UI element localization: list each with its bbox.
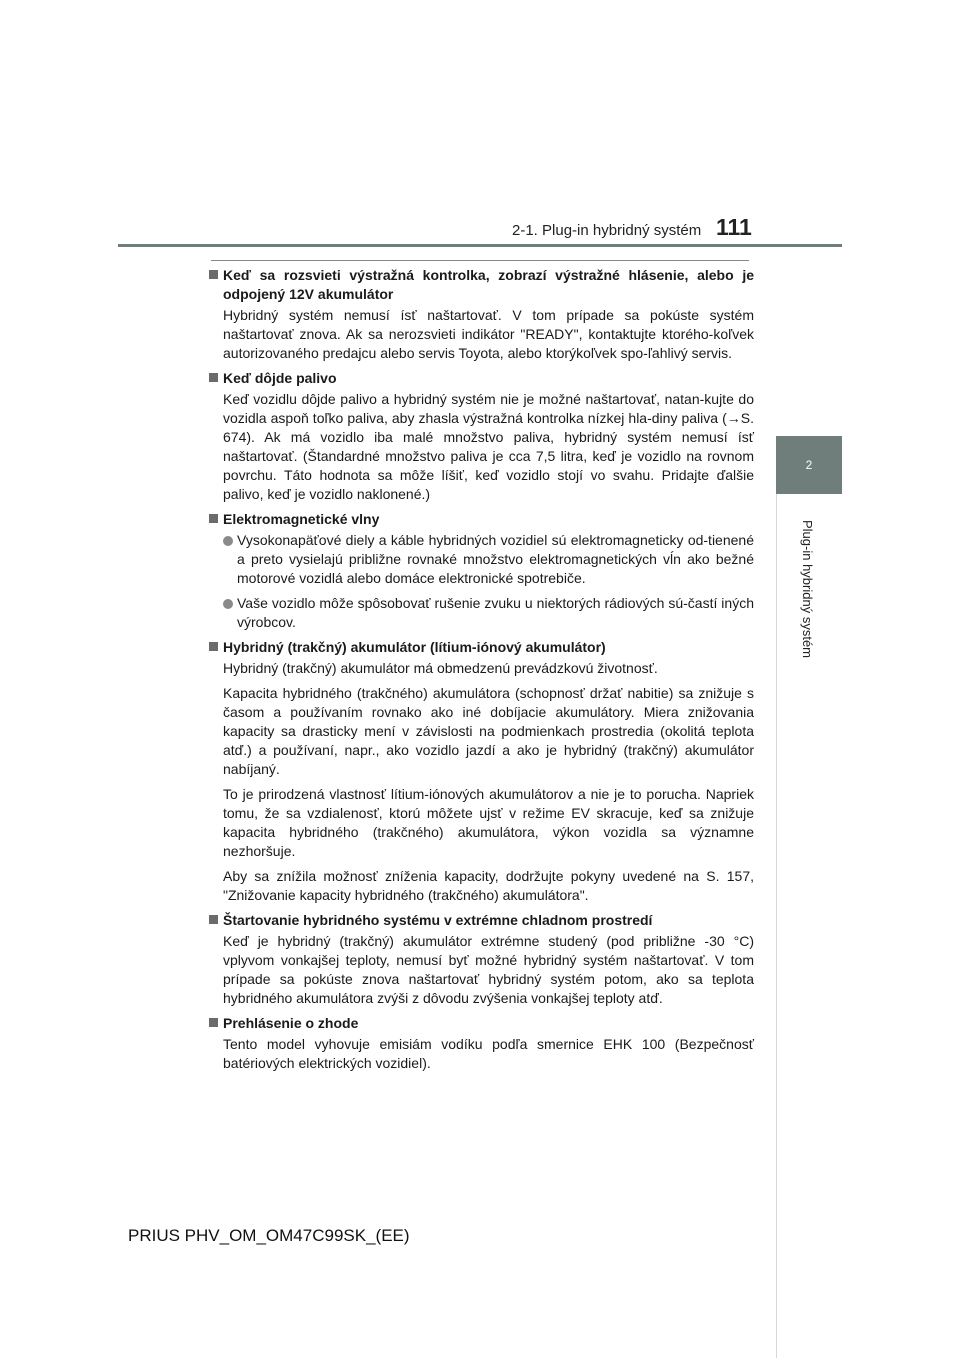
square-bullet-icon (209, 514, 218, 523)
section (209, 1014, 754, 1073)
paragraph: Hybridný systém nemusí ísť naštartovať. V tom prípade sa pokúste systém naštartovať znova. Ak sa nerozsvieti indikátor "READY", kontaktujte ktorého-koľvek autorizovaného predajcu alebo servis Toyota, alebo ktorýkoľvek spo-ľahlivý servis. (223, 307, 754, 361)
section-heading: Hybridný (trakčný) akumulátor (lítium-iónový akumulátor) (209, 638, 754, 657)
square-bullet-icon (209, 270, 218, 279)
header-title: 2-1. Plug-in hybridný systém (512, 222, 702, 239)
paragraph: Keď vozidlu dôjde palivo a hybridný systém nie je možné naštartovať, natan-kujte do vozidla aspoň toľko paliva, aby zhasla výstražná kontrolka nízkej hla-diny paliva (→S. 674). Ak má vozidlo iba malé množstvo paliva, hybridný systém nemusí ísť naštartovať. (Štandardné množstvo paliva je cca 7,5 litra, keď je vozidlo na rovnom povrchu. Táto hodnota sa môže líšiť, keď vozidlo stojí vo svahu. Pridajte ďalšie palivo, keď je vozidlo naklonené.) (223, 391, 754, 502)
paragraph: Aby sa znížila možnosť zníženia kapacity, dodržujte pokyny uvedené na S. 157, "Znižovanie kapacity hybridného (trakčného) akumulátora". (223, 868, 754, 903)
section-heading: Prehlásenie o zhode (209, 1014, 754, 1033)
circle-bullet-icon (223, 536, 233, 546)
paragraph: Kapacita hybridného (trakčného) akumulátora (schopnosť držať nabitie) sa znižuje s časom a používaním rovnako ako iné dobíjacie akumulátory. Miera znižovania kapacity sa drasticky mení v závislosti na podmienkach prostredia (okolitá teplota atď.) a používaní, napr., ako vozidlo jazdí a ako je hybridný (trakčný) akumulátor nabíjaný. (223, 685, 754, 777)
chapter-tab[interactable]: 2 (776, 436, 842, 494)
square-bullet-icon (209, 1018, 218, 1027)
section (209, 911, 754, 1008)
paragraph: Keď je hybridný (trakčný) akumulátor extrémne studený (pod približne -30 °C) vplyvom vonkajšej teploty, nemusí byť možné hybridný systém naštartovať. V tom prípade sa pokúste znova naštartovať hybridný systém potom, ako sa teplota hybridného akumulátora zvýši z dôvodu zvýšenia vonkajšej teploty atď. (223, 933, 754, 1006)
circle-bullet-icon (223, 599, 233, 609)
section-heading: Keď sa rozsvieti výstražná kontrolka, zobrazí výstražné hlásenie, alebo je odpojený 12V akumulátor (209, 266, 754, 304)
section (209, 510, 754, 632)
square-bullet-icon (209, 915, 218, 924)
section (209, 266, 754, 363)
bullet-item: Vaše vozidlo môže spôsobovať rušenie zvuku u niektorých rádiových sú-častí iných výrobcov. (223, 594, 754, 632)
header-rule (118, 244, 842, 247)
square-bullet-icon (209, 373, 218, 382)
section-heading: Elektromagnetické vlny (209, 510, 754, 529)
section (209, 369, 754, 504)
section (209, 638, 754, 905)
content-top-rule (211, 260, 749, 261)
section-heading: Štartovanie hybridného systému v extrémne chladnom prostredí (209, 911, 754, 930)
paragraph: To je prirodzená vlastnosť lítium-iónových akumulátorov a nie je to porucha. Napriek tomu, že sa vzdialenosť, ktorú môžete ujsť v režime EV skracuje, keď sa znižuje kapacita hybridného (trakčného) akumulátora, výkon vozidla sa významne nezhoršuje. (223, 786, 754, 859)
chapter-tab-label: Plug-in hybridný systém (800, 520, 815, 658)
section-heading: Keď dôjde palivo (209, 369, 754, 388)
page-number: 111 (716, 214, 752, 240)
square-bullet-icon (209, 642, 218, 651)
footer-doc-id: PRIUS PHV_OM_OM47C99SK_(EE) (128, 1226, 410, 1245)
paragraph: Tento model vyhovuje emisiám vodíku podľa smernice EHK 100 (Bezpečnosť batériových elektrických vozidiel). (223, 1036, 754, 1071)
content (209, 266, 754, 1079)
bullet-item: Vysokonapäťové diely a káble hybridných vozidiel sú elektromagneticky od-tienené a preto vysielajú približne rovnaké množstvo elektromagnetických vĺn ako bežné motorové vozidlá alebo domáce elektronické spotrebiče. (223, 531, 754, 588)
paragraph: Hybridný (trakčný) akumulátor má obmedzenú prevádzkovú životnosť. (223, 660, 658, 676)
